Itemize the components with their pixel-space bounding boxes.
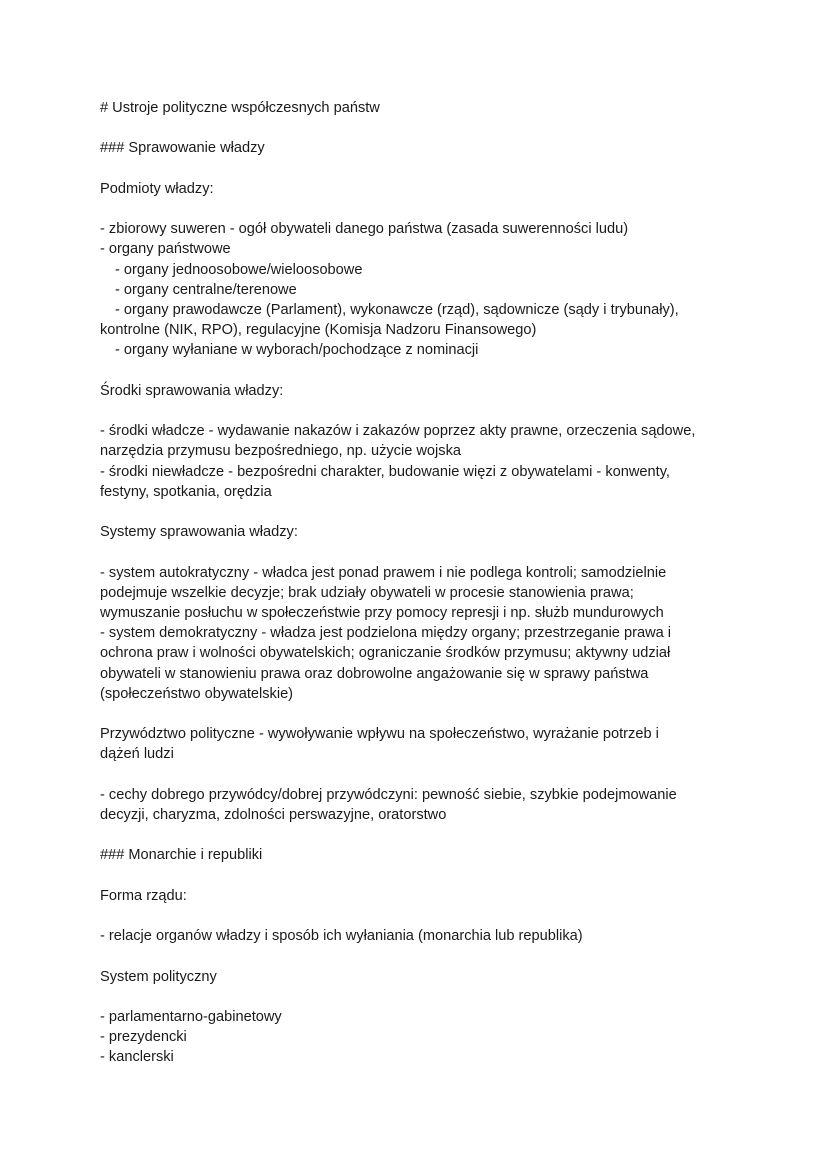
list-item-line: - zbiorowy suweren - ogół obywateli danego państwa (zasada suwerenności ludu) <box>100 221 629 238</box>
text-line: ### Sprawowanie władzy <box>100 140 265 157</box>
bullet-list <box>100 1007 740 1068</box>
paragraph <box>100 967 740 987</box>
paragraph <box>100 522 740 542</box>
list-item-line: - kanclerski <box>100 1049 174 1066</box>
text-line: Środki sprawowania władzy: <box>100 382 284 399</box>
text-line: ### Monarchie i republiki <box>100 847 263 864</box>
list-item-line: (społeczeństwo obywatelskie) <box>100 685 294 702</box>
heading-1 <box>100 98 740 118</box>
list-item-line: - parlamentarno-gabinetowy <box>100 1008 282 1025</box>
bullet-list <box>100 926 740 946</box>
text-line: dążeń ludzi <box>100 746 174 763</box>
list-item-line: - środki niewładcze - bezpośredni charakter, budowanie więzi z obywatelami - konwenty, <box>100 463 670 480</box>
list-item-line: podejmuje wszelkie decyzje; brak udziały obywateli w procesie stanowienia prawa; <box>100 584 634 601</box>
paragraph <box>100 886 740 906</box>
text-line: Systemy sprawowania władzy: <box>100 524 298 541</box>
text-line: Forma rządu: <box>100 887 187 904</box>
bullet-list <box>100 563 740 704</box>
list-item-line: ochrona praw i wolności obywatelskich; ograniczanie środków przymusu; aktywny udział <box>100 645 671 662</box>
list-item-line: - organy prawodawcze (Parlament), wykonawcze (rząd), sądownicze (sądy i trybunały), <box>115 301 679 318</box>
list-item-line: - relacje organów władzy i sposób ich wyłaniania (monarchia lub republika) <box>100 928 583 945</box>
paragraph <box>100 381 740 401</box>
list-item-line: - organy jednoosobowe/wieloosobowe <box>115 261 363 278</box>
list-item-line: - system demokratyczny - władza jest podzielona między organy; przestrzeganie prawa i <box>100 625 672 642</box>
list-item-line: - system autokratyczny - władca jest ponad prawem i nie podlega kontroli; samodzielnie <box>100 564 667 581</box>
list-item-line: obywateli w stanowieniu prawa oraz dobrowolne angażowanie się w sprawy państwa <box>100 665 649 682</box>
heading-3 <box>100 845 740 865</box>
list-item-line: - prezydencki <box>100 1029 187 1046</box>
heading-3 <box>100 138 740 158</box>
bullet-list <box>100 785 740 825</box>
paragraph <box>100 724 740 764</box>
text-line: # Ustroje polityczne współczesnych państw <box>100 100 380 116</box>
list-item-line: kontrolne (NIK, RPO), regulacyjne (Komisja Nadzoru Finansowego) <box>100 322 537 339</box>
text-line: Podmioty władzy: <box>100 180 214 197</box>
paragraph <box>100 179 740 199</box>
document-page <box>100 98 740 1088</box>
text-line: System polityczny <box>100 968 217 985</box>
list-item-line: - organy wyłaniane w wyborach/pochodzące z nominacji <box>115 342 479 359</box>
list-item-line: - cechy dobrego przywódcy/dobrej przywódczyni: pewność siebie, szybkie podejmowanie <box>100 786 677 803</box>
list-item-line: - organy państwowe <box>100 241 231 258</box>
list-item-line: - organy centralne/terenowe <box>115 281 297 298</box>
bullet-list <box>100 219 740 360</box>
list-item-line: narzędzia przymusu bezpośredniego, np. użycie wojska <box>100 443 461 460</box>
list-item-line: wymuszanie posłuchu w społeczeństwie przy pomocy represji i np. służb mundurowych <box>100 604 664 621</box>
bullet-list <box>100 421 740 502</box>
list-item-line: decyzji, charyzma, zdolności perswazyjne, oratorstwo <box>100 806 447 823</box>
list-item-line: - środki władcze - wydawanie nakazów i zakazów poprzez akty prawne, orzeczenia sądowe, <box>100 423 696 440</box>
text-line: Przywództwo polityczne - wywoływanie wpływu na społeczeństwo, wyrażanie potrzeb i <box>100 726 659 743</box>
list-item-line: festyny, spotkania, orędzia <box>100 483 272 500</box>
